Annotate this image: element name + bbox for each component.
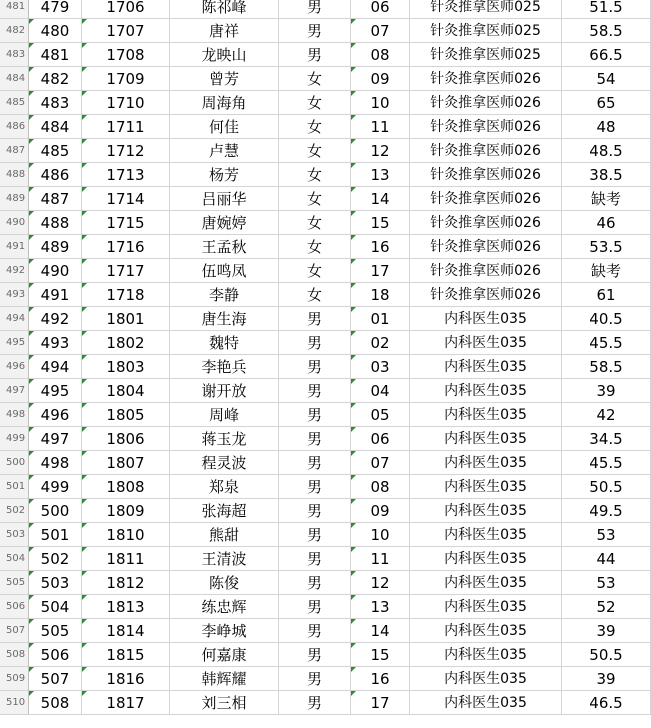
cell-gender[interactable]: 男 [279,499,351,523]
cell-no[interactable]: 04 [351,379,410,403]
cell-score[interactable]: 58.5 [562,355,651,379]
cell-position[interactable]: 针灸推拿医师025 [410,43,562,67]
cell-position[interactable]: 内科医生035 [410,451,562,475]
row-header[interactable]: 503 [0,523,29,547]
cell-name[interactable]: 陈祁峰 [170,0,279,19]
row-header[interactable]: 493 [0,283,29,307]
cell-no[interactable]: 02 [351,331,410,355]
cell-position[interactable]: 内科医生035 [410,355,562,379]
cell-number[interactable]: 1805 [82,403,170,427]
cell-number[interactable]: 1814 [82,619,170,643]
table-row [0,355,651,379]
table-row [0,499,651,523]
cell-seq[interactable]: 484 [29,115,82,139]
cell-name[interactable]: 周峰 [170,403,279,427]
row-header[interactable]: 487 [0,139,29,163]
cell-gender[interactable]: 女 [279,115,351,139]
cell-name[interactable]: 龙映山 [170,43,279,67]
cell-seq[interactable]: 508 [29,691,82,715]
cell-no[interactable]: 10 [351,91,410,115]
table-row [0,259,651,283]
cell-name[interactable]: 曾芳 [170,67,279,91]
cell-gender[interactable]: 男 [279,19,351,43]
row-header[interactable]: 490 [0,211,29,235]
cell-no[interactable]: 10 [351,523,410,547]
cell-score[interactable]: 42 [562,403,651,427]
cell-name[interactable]: 唐生海 [170,307,279,331]
table-row [0,595,651,619]
cell-gender[interactable]: 女 [279,163,351,187]
table-row [0,0,651,19]
cell-seq[interactable]: 486 [29,163,82,187]
row-header[interactable]: 500 [0,451,29,475]
cell-no[interactable]: 15 [351,643,410,667]
cell-position[interactable]: 针灸推拿医师026 [410,67,562,91]
cell-score[interactable]: 53.5 [562,235,651,259]
cell-number[interactable]: 1711 [82,115,170,139]
row-header[interactable]: 495 [0,331,29,355]
cell-number[interactable]: 1708 [82,43,170,67]
cell-number[interactable]: 1811 [82,547,170,571]
cell-name[interactable]: 何佳 [170,115,279,139]
cell-seq[interactable]: 495 [29,379,82,403]
cell-name[interactable]: 唐婉婷 [170,211,279,235]
cell-number[interactable]: 1810 [82,523,170,547]
cell-seq[interactable]: 498 [29,451,82,475]
cell-name[interactable]: 王孟秋 [170,235,279,259]
cell-no[interactable]: 08 [351,43,410,67]
row-header[interactable]: 485 [0,91,29,115]
table-row [0,187,651,211]
cell-position[interactable]: 针灸推拿医师026 [410,259,562,283]
cell-seq[interactable]: 483 [29,91,82,115]
table-row [0,331,651,355]
cell-gender[interactable]: 男 [279,355,351,379]
cell-gender[interactable]: 男 [279,667,351,691]
row-header[interactable]: 483 [0,43,29,67]
row-header[interactable]: 496 [0,355,29,379]
row-header[interactable]: 507 [0,619,29,643]
cell-number[interactable]: 1717 [82,259,170,283]
cell-score[interactable]: 53 [562,523,651,547]
cell-seq[interactable]: 487 [29,187,82,211]
row-header[interactable]: 497 [0,379,29,403]
cell-seq[interactable]: 496 [29,403,82,427]
cell-number[interactable]: 1812 [82,571,170,595]
cell-score[interactable]: 34.5 [562,427,651,451]
cell-score[interactable]: 66.5 [562,43,651,67]
row-header[interactable]: 484 [0,67,29,91]
cell-seq[interactable]: 501 [29,523,82,547]
table-row [0,91,651,115]
row-header[interactable]: 504 [0,547,29,571]
cell-gender[interactable]: 男 [279,595,351,619]
cell-gender[interactable]: 男 [279,451,351,475]
cell-number[interactable]: 1716 [82,235,170,259]
cell-seq[interactable]: 491 [29,283,82,307]
table-row [0,667,651,691]
cell-position[interactable]: 内科医生035 [410,643,562,667]
cell-no[interactable]: 12 [351,571,410,595]
cell-position[interactable]: 内科医生035 [410,571,562,595]
cell-position[interactable]: 针灸推拿医师025 [410,19,562,43]
cell-position[interactable]: 内科医生035 [410,691,562,715]
cell-name[interactable]: 张海超 [170,499,279,523]
cell-no[interactable]: 17 [351,259,410,283]
row-header[interactable]: 481 [0,0,29,19]
cell-position[interactable]: 针灸推拿医师026 [410,235,562,259]
cell-gender[interactable]: 男 [279,571,351,595]
cell-no[interactable]: 16 [351,667,410,691]
cell-no[interactable]: 18 [351,283,410,307]
cell-score[interactable]: 缺考 [562,187,651,211]
cell-number[interactable]: 1809 [82,499,170,523]
cell-position[interactable]: 内科医生035 [410,427,562,451]
row-header[interactable]: 494 [0,307,29,331]
cell-score[interactable]: 46 [562,211,651,235]
row-header[interactable]: 506 [0,595,29,619]
cell-no[interactable]: 05 [351,403,410,427]
cell-seq[interactable]: 493 [29,331,82,355]
cell-gender[interactable]: 男 [279,403,351,427]
cell-name[interactable]: 杨芳 [170,163,279,187]
cell-gender[interactable]: 女 [279,91,351,115]
table-row [0,235,651,259]
cell-score[interactable]: 50.5 [562,475,651,499]
cell-gender[interactable]: 男 [279,523,351,547]
cell-no[interactable]: 09 [351,67,410,91]
table-row [0,283,651,307]
cell-name[interactable]: 练忠辉 [170,595,279,619]
cell-position[interactable]: 针灸推拿医师026 [410,163,562,187]
cell-name[interactable]: 周海角 [170,91,279,115]
cell-score[interactable]: 53 [562,571,651,595]
cell-name[interactable]: 伍鸣凤 [170,259,279,283]
cell-score[interactable]: 39 [562,619,651,643]
cell-position[interactable]: 内科医生035 [410,379,562,403]
cell-position[interactable]: 内科医生035 [410,667,562,691]
cell-position[interactable]: 针灸推拿医师025 [410,0,562,19]
cell-position[interactable]: 内科医生035 [410,619,562,643]
cell-position[interactable]: 针灸推拿医师026 [410,283,562,307]
cell-position[interactable]: 针灸推拿医师026 [410,139,562,163]
cell-score[interactable]: 40.5 [562,307,651,331]
cell-number[interactable]: 1816 [82,667,170,691]
table-row [0,643,651,667]
cell-number[interactable]: 1714 [82,187,170,211]
cell-name[interactable]: 郑泉 [170,475,279,499]
row-header[interactable]: 509 [0,667,29,691]
table-row [0,211,651,235]
cell-gender[interactable]: 女 [279,283,351,307]
cell-name[interactable]: 韩辉耀 [170,667,279,691]
cell-name[interactable]: 谢开放 [170,379,279,403]
cell-number[interactable]: 1806 [82,427,170,451]
table-row [0,379,651,403]
cell-no[interactable]: 14 [351,619,410,643]
cell-no[interactable]: 01 [351,307,410,331]
cell-seq[interactable]: 488 [29,211,82,235]
cell-gender[interactable]: 男 [279,307,351,331]
table-row [0,619,651,643]
cell-number[interactable]: 1706 [82,0,170,19]
row-header[interactable]: 510 [0,691,29,715]
cell-position[interactable]: 内科医生035 [410,307,562,331]
cell-number[interactable]: 1718 [82,283,170,307]
cell-gender[interactable]: 男 [279,43,351,67]
cell-name[interactable]: 李静 [170,283,279,307]
cell-seq[interactable]: 502 [29,547,82,571]
cell-gender[interactable]: 男 [279,427,351,451]
cell-number[interactable]: 1815 [82,643,170,667]
cell-score[interactable]: 45.5 [562,451,651,475]
cell-seq[interactable]: 504 [29,595,82,619]
cell-number[interactable]: 1713 [82,163,170,187]
cell-gender[interactable]: 女 [279,235,351,259]
cell-seq[interactable]: 506 [29,643,82,667]
cell-name[interactable]: 蒋玉龙 [170,427,279,451]
cell-no[interactable]: 09 [351,499,410,523]
cell-name[interactable]: 陈俊 [170,571,279,595]
row-header[interactable]: 508 [0,643,29,667]
cell-seq[interactable]: 497 [29,427,82,451]
cell-number[interactable]: 1712 [82,139,170,163]
cell-gender[interactable]: 男 [279,547,351,571]
cell-score[interactable]: 39 [562,667,651,691]
table-row [0,43,651,67]
cell-gender[interactable]: 男 [279,379,351,403]
row-header[interactable]: 489 [0,187,29,211]
cell-position[interactable]: 内科医生035 [410,523,562,547]
cell-no[interactable]: 17 [351,691,410,715]
cell-name[interactable]: 卢慧 [170,139,279,163]
cell-no[interactable]: 12 [351,139,410,163]
cell-position[interactable]: 内科医生035 [410,403,562,427]
cell-position[interactable]: 内科医生035 [410,547,562,571]
cell-name[interactable]: 李峥城 [170,619,279,643]
cell-seq[interactable]: 480 [29,19,82,43]
cell-number[interactable]: 1803 [82,355,170,379]
table-row [0,139,651,163]
table-row [0,67,651,91]
cell-position[interactable]: 针灸推拿医师026 [410,187,562,211]
cell-name[interactable]: 吕丽华 [170,187,279,211]
cell-seq[interactable]: 489 [29,235,82,259]
cell-gender[interactable]: 男 [279,475,351,499]
cell-score[interactable]: 54 [562,67,651,91]
table-row [0,19,651,43]
cell-score[interactable]: 65 [562,91,651,115]
row-header[interactable]: 499 [0,427,29,451]
cell-number[interactable]: 1710 [82,91,170,115]
cell-gender[interactable]: 女 [279,139,351,163]
cell-no[interactable]: 14 [351,187,410,211]
cell-gender[interactable]: 男 [279,691,351,715]
cell-number[interactable]: 1707 [82,19,170,43]
row-header[interactable]: 491 [0,235,29,259]
cell-score[interactable]: 45.5 [562,331,651,355]
cell-score[interactable]: 52 [562,595,651,619]
cell-name[interactable]: 王清波 [170,547,279,571]
cell-seq[interactable]: 482 [29,67,82,91]
cell-no[interactable]: 06 [351,0,410,19]
table-row [0,451,651,475]
table-row [0,115,651,139]
cell-number[interactable]: 1709 [82,67,170,91]
cell-gender[interactable]: 女 [279,259,351,283]
cell-score[interactable]: 48 [562,115,651,139]
row-header[interactable]: 486 [0,115,29,139]
row-header[interactable]: 488 [0,163,29,187]
row-header[interactable]: 501 [0,475,29,499]
row-header[interactable]: 482 [0,19,29,43]
cell-score[interactable]: 缺考 [562,259,651,283]
row-header[interactable]: 492 [0,259,29,283]
cell-gender[interactable]: 女 [279,67,351,91]
row-header[interactable]: 505 [0,571,29,595]
cell-gender[interactable]: 男 [279,643,351,667]
cell-position[interactable]: 内科医生035 [410,499,562,523]
cell-score[interactable]: 58.5 [562,19,651,43]
cell-seq[interactable]: 481 [29,43,82,67]
cell-name[interactable]: 刘三相 [170,691,279,715]
cell-score[interactable]: 61 [562,283,651,307]
cell-no[interactable]: 15 [351,211,410,235]
cell-score[interactable]: 48.5 [562,139,651,163]
cell-number[interactable]: 1802 [82,331,170,355]
cell-position[interactable]: 针灸推拿医师026 [410,91,562,115]
cell-position[interactable]: 内科医生035 [410,475,562,499]
cell-gender[interactable]: 女 [279,211,351,235]
cell-seq[interactable]: 503 [29,571,82,595]
cell-seq[interactable]: 490 [29,259,82,283]
cell-name[interactable]: 熊甜 [170,523,279,547]
table-row [0,691,651,715]
cell-name[interactable]: 程灵波 [170,451,279,475]
cell-seq[interactable]: 485 [29,139,82,163]
cell-score[interactable]: 50.5 [562,643,651,667]
cell-number[interactable]: 1801 [82,307,170,331]
row-header[interactable]: 502 [0,499,29,523]
table-row [0,475,651,499]
cell-no[interactable]: 16 [351,235,410,259]
cell-score[interactable]: 44 [562,547,651,571]
table-row [0,427,651,451]
cell-seq[interactable]: 492 [29,307,82,331]
row-header[interactable]: 498 [0,403,29,427]
cell-no[interactable]: 03 [351,355,410,379]
cell-position[interactable]: 内科医生035 [410,595,562,619]
table-row [0,307,651,331]
cell-number[interactable]: 1813 [82,595,170,619]
cell-number[interactable]: 1715 [82,211,170,235]
table-row [0,547,651,571]
cell-score[interactable]: 38.5 [562,163,651,187]
cell-no[interactable]: 11 [351,547,410,571]
cell-score[interactable]: 39 [562,379,651,403]
cell-name[interactable]: 何嘉康 [170,643,279,667]
cell-seq[interactable]: 479 [29,0,82,19]
table-row [0,571,651,595]
table-row [0,403,651,427]
cell-no[interactable]: 13 [351,595,410,619]
cell-number[interactable]: 1807 [82,451,170,475]
cell-gender[interactable]: 男 [279,0,351,19]
cell-no[interactable]: 07 [351,19,410,43]
cell-seq[interactable]: 499 [29,475,82,499]
cell-seq[interactable]: 500 [29,499,82,523]
cell-gender[interactable]: 男 [279,331,351,355]
cell-number[interactable]: 1804 [82,379,170,403]
cell-no[interactable]: 11 [351,115,410,139]
cell-name[interactable]: 魏特 [170,331,279,355]
cell-no[interactable]: 13 [351,163,410,187]
cell-seq[interactable]: 505 [29,619,82,643]
cell-seq[interactable]: 494 [29,355,82,379]
cell-position[interactable]: 针灸推拿医师026 [410,211,562,235]
cell-no[interactable]: 08 [351,475,410,499]
cell-no[interactable]: 06 [351,427,410,451]
cell-no[interactable]: 07 [351,451,410,475]
cell-position[interactable]: 内科医生035 [410,331,562,355]
cell-name[interactable]: 唐祥 [170,19,279,43]
cell-position[interactable]: 针灸推拿医师026 [410,115,562,139]
cell-gender[interactable]: 男 [279,619,351,643]
cell-seq[interactable]: 507 [29,667,82,691]
cell-number[interactable]: 1817 [82,691,170,715]
cell-score[interactable]: 49.5 [562,499,651,523]
cell-name[interactable]: 李艳兵 [170,355,279,379]
table-row [0,163,651,187]
cell-number[interactable]: 1808 [82,475,170,499]
cell-gender[interactable]: 女 [279,187,351,211]
cell-score[interactable]: 51.5 [562,0,651,19]
cell-score[interactable]: 46.5 [562,691,651,715]
table-row [0,523,651,547]
